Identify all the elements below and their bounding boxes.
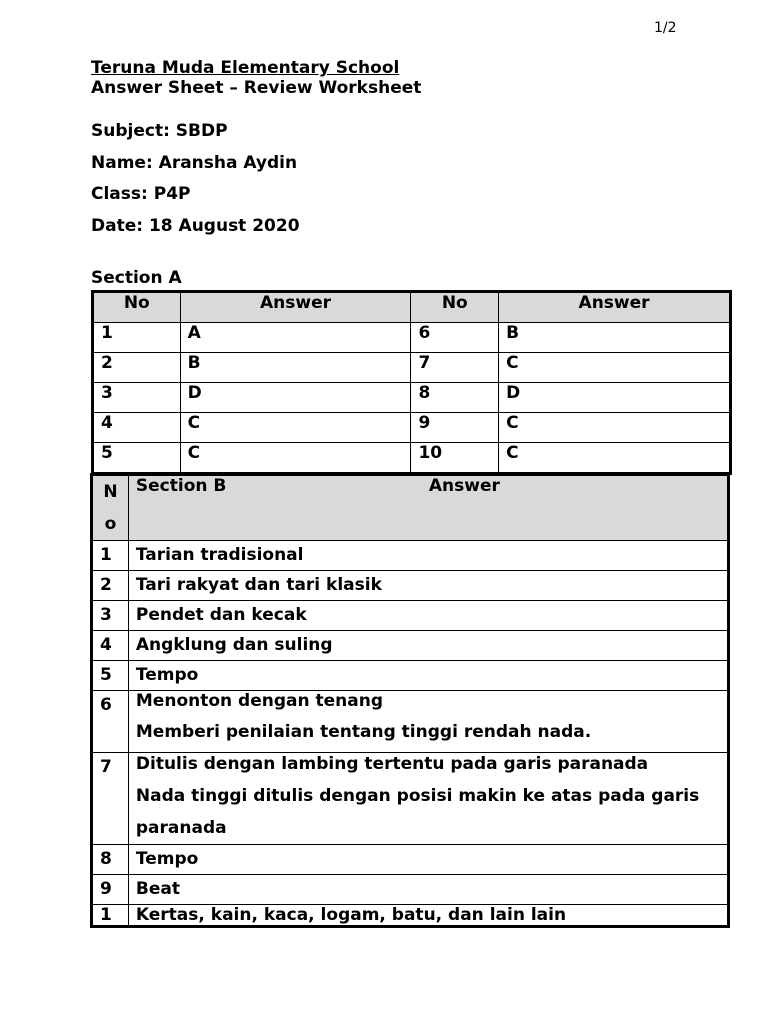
answer-header-label: Answer: [428, 476, 500, 496]
date-field: Date: 18 August 2020: [91, 216, 300, 236]
question-number: 3: [92, 601, 129, 631]
question-number: 5: [93, 443, 181, 474]
answer-line: Tari rakyat dan tari klasik: [135, 575, 382, 595]
question-number: 6: [92, 691, 129, 753]
column-header-answer: [128, 475, 728, 541]
answer-cell: [128, 875, 728, 905]
answer-line: Kertas, kain, kaca, logam, batu, dan lain lain: [135, 905, 567, 925]
question-number: 7: [411, 353, 499, 383]
answer-cell: [128, 541, 728, 571]
answer-cell: C: [499, 443, 731, 474]
table-row: [92, 691, 729, 753]
answer-cell: D: [180, 383, 411, 413]
answer-line: Menonton dengan tenang: [135, 691, 384, 711]
question-number: 5: [92, 661, 129, 691]
column-header-no: No: [93, 292, 181, 323]
class-field: Class: P4P: [91, 184, 191, 204]
answer-line: Memberi penilaian tentang tinggi rendah nada.: [135, 722, 592, 742]
question-number: 3: [93, 383, 181, 413]
table-row: [92, 541, 729, 571]
column-header-answer: Answer: [180, 292, 411, 323]
table-row: [92, 845, 729, 875]
header-no-line2: o: [104, 514, 117, 534]
question-number: 1: [92, 541, 129, 571]
answer-cell: [128, 571, 728, 601]
section-a-title: Section A: [91, 268, 182, 288]
table-row: [92, 905, 729, 927]
question-number: 9: [411, 413, 499, 443]
answer-cell: [128, 845, 728, 875]
school-name: Teruna Muda Elementary School: [91, 58, 400, 78]
document-header: [91, 58, 421, 98]
question-number: 2: [92, 571, 129, 601]
question-number: 1: [92, 905, 129, 927]
answer-cell: [128, 905, 728, 927]
table-row: [93, 443, 731, 474]
answer-cell: C: [180, 443, 411, 474]
question-number: 7: [92, 753, 129, 845]
table-row: [93, 353, 731, 383]
answer-cell: B: [180, 353, 411, 383]
subject-field: Subject: SBDP: [91, 121, 228, 141]
table-row: [92, 875, 729, 905]
answer-cell: D: [499, 383, 731, 413]
answer-cell: [128, 661, 728, 691]
question-number: 9: [92, 875, 129, 905]
header-no-line1: N: [103, 482, 118, 502]
column-header-no: No: [411, 292, 499, 323]
question-number: 4: [92, 631, 129, 661]
question-number: 8: [411, 383, 499, 413]
answer-cell: [128, 691, 728, 753]
document-title: Answer Sheet – Review Worksheet: [91, 78, 422, 98]
table-row: [93, 383, 731, 413]
table-row: [92, 571, 729, 601]
table-row: [93, 323, 731, 353]
table-row: [92, 753, 729, 845]
question-number: 8: [92, 845, 129, 875]
student-name-field: Name: Aransha Aydin: [91, 153, 298, 173]
answer-cell: B: [499, 323, 731, 353]
page-number: 1/2: [654, 20, 677, 36]
table-row: [92, 631, 729, 661]
answer-line: Tempo: [135, 665, 199, 685]
answer-line: Angklung dan suling: [135, 635, 333, 655]
table-row: [93, 413, 731, 443]
question-number: 4: [93, 413, 181, 443]
column-header-no: [92, 475, 129, 541]
section-a-table: [91, 290, 732, 475]
section-b-title: Section B: [135, 476, 227, 496]
column-header-answer: Answer: [499, 292, 731, 323]
answer-line: Tempo: [135, 849, 199, 869]
answer-cell: C: [499, 353, 731, 383]
table-header-row: [93, 292, 731, 323]
answer-line: Tarian tradisional: [135, 545, 304, 565]
question-number: 10: [411, 443, 499, 474]
question-number: 6: [411, 323, 499, 353]
table-row: [92, 661, 729, 691]
answer-cell: C: [499, 413, 731, 443]
answer-cell: [128, 631, 728, 661]
answer-line: Nada tinggi ditulis dengan posisi makin ke atas pada garis paranada: [135, 786, 700, 838]
section-b-table: [90, 473, 730, 928]
question-number: 2: [93, 353, 181, 383]
answer-cell: C: [180, 413, 411, 443]
answer-line: Ditulis dengan lambing tertentu pada garis paranada: [135, 754, 649, 774]
answer-cell: [128, 753, 728, 845]
table-row: [92, 601, 729, 631]
table-header-row: [92, 475, 729, 541]
answer-cell: [128, 601, 728, 631]
answer-line: Beat: [135, 879, 180, 899]
answer-line: Pendet dan kecak: [135, 605, 307, 625]
question-number: 1: [93, 323, 181, 353]
answer-cell: A: [180, 323, 411, 353]
